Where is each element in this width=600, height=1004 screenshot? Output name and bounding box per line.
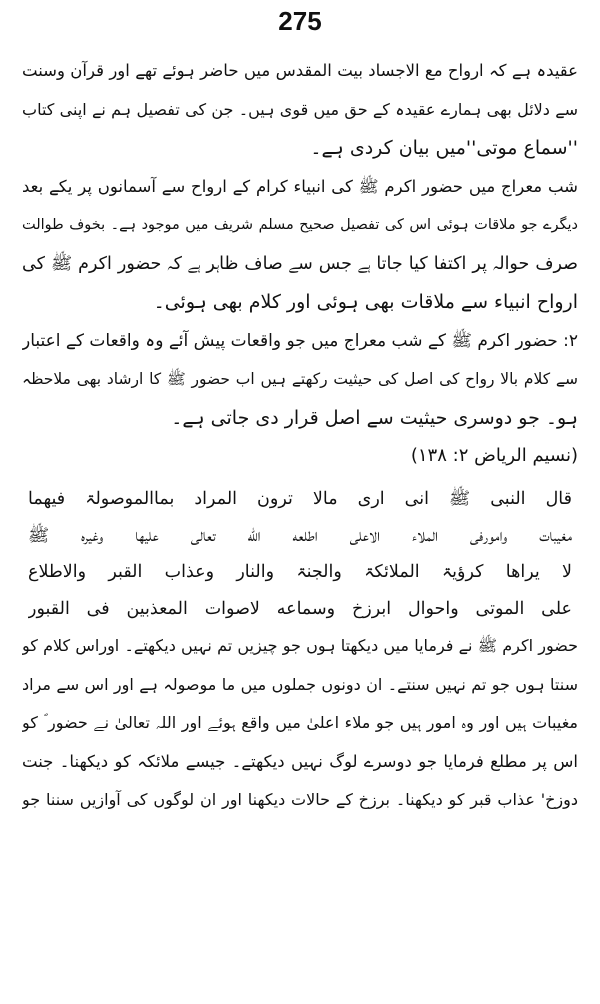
text-line: صرف حوالہ پر اکتفا کیا جاتا ہے جس سے صاف ظاہر ہے کہ حضور اکرم ﷺ کی bbox=[22, 253, 578, 274]
text-line: سے کلام بالا رواح کی اصل کی حیثیت رکھتے ہیں اب حضور ﷺ کا ارشاد بھی ملاحظہ bbox=[22, 370, 578, 388]
intro-paragraph bbox=[22, 52, 578, 168]
text-line: ارواح انبیاء سے ملاقات بھی ہوئی اور کلام بھی ہوئی۔ bbox=[153, 291, 578, 313]
text-line: سنتا ہوں جو تم نہیں سنتے۔ ان دونوں جملوں میں ما موصولہ ہے اور اس سے مراد bbox=[22, 674, 578, 694]
page-body bbox=[22, 52, 578, 820]
paragraph-point-2 bbox=[22, 322, 578, 438]
paragraph-miraj bbox=[22, 168, 578, 322]
text-line: ۲: حضور اکرم ﷺ کے شب معراج میں جو واقعات پیش آئے وہ واقعات کے اعتبار bbox=[22, 330, 578, 351]
citation: (نسیم الریاض ۲: ۱۳۸) bbox=[410, 445, 578, 466]
arabic-line: علی الموتی واحوال ابرزخ وسماعه لاصوات المعذبین فی القبور bbox=[28, 598, 572, 619]
text-line: ہو۔ جو دوسری حیثیت سے اصل قرار دی جاتی ہے۔ bbox=[171, 406, 578, 429]
text-line: مغیبات ہیں اور وہ امور ہیں جو ملاء اعلیٰ میں واقع ہوئے اور اللہ تعالیٰ نے حضور ؐ کو bbox=[22, 713, 578, 732]
text-line: سے دلائل بھی ہمارے عقیدہ کے حق میں قوی ہیں۔ جن کی تفصیل ہم نے اپنی کتاب bbox=[22, 99, 578, 119]
text-line: حضور اکرم ﷺ نے فرمایا میں دیکھتا ہوں جو چیزیں تم نہیں دیکھتے۔ اوراس کلام کو bbox=[22, 636, 578, 655]
text-line: اس پر مطلع فرمایا جو دوسرے لوگ نہیں دیکھتے۔ جیسے ملائکہ کو دیکھنا۔ جنت bbox=[22, 751, 578, 771]
text-line: دوزخ' عذاب قبر کو دیکھنا۔ برزخ کے حالات دیکھنا اور ان لوگوں کی آوازیں سننا جو bbox=[22, 790, 578, 809]
page-number: 275 bbox=[278, 6, 322, 36]
urdu-translation bbox=[22, 627, 578, 820]
text-line: ''سماع موتی''میں بیان کردی ہے۔ bbox=[310, 137, 578, 159]
arabic-line: مغیبات وامورفی الملاء الاعلی اطلعه الله تعالی علیھا وغیرہ ﷺ bbox=[28, 525, 572, 546]
text-line: عقیدہ ہے کہ ارواح مع الاجساد بیت المقدس میں حاضر ہوئے تھے اور قرآن وسنت bbox=[22, 61, 578, 80]
arabic-line: لا یراھا کرؤیۃ الملائکۃ والجنۃ والنار وعذاب القبر والاطلاع bbox=[28, 562, 572, 582]
text-line: دیگرے جو ملاقات ہوئی اس کی تفصیل صحیح مسلم شریف میں موجود ہے۔ بخوف طوالت bbox=[22, 217, 578, 233]
arabic-quote bbox=[28, 481, 572, 627]
text-line: شب معراج میں حضور اکرم ﷺ کی انبیاء کرام کے ارواح سے آسمانوں پر یکے بعد bbox=[22, 176, 578, 196]
arabic-line: قال النبی ﷺ انی اری مالا ترون المراد بماالموصولۃ فیھما bbox=[28, 489, 572, 509]
